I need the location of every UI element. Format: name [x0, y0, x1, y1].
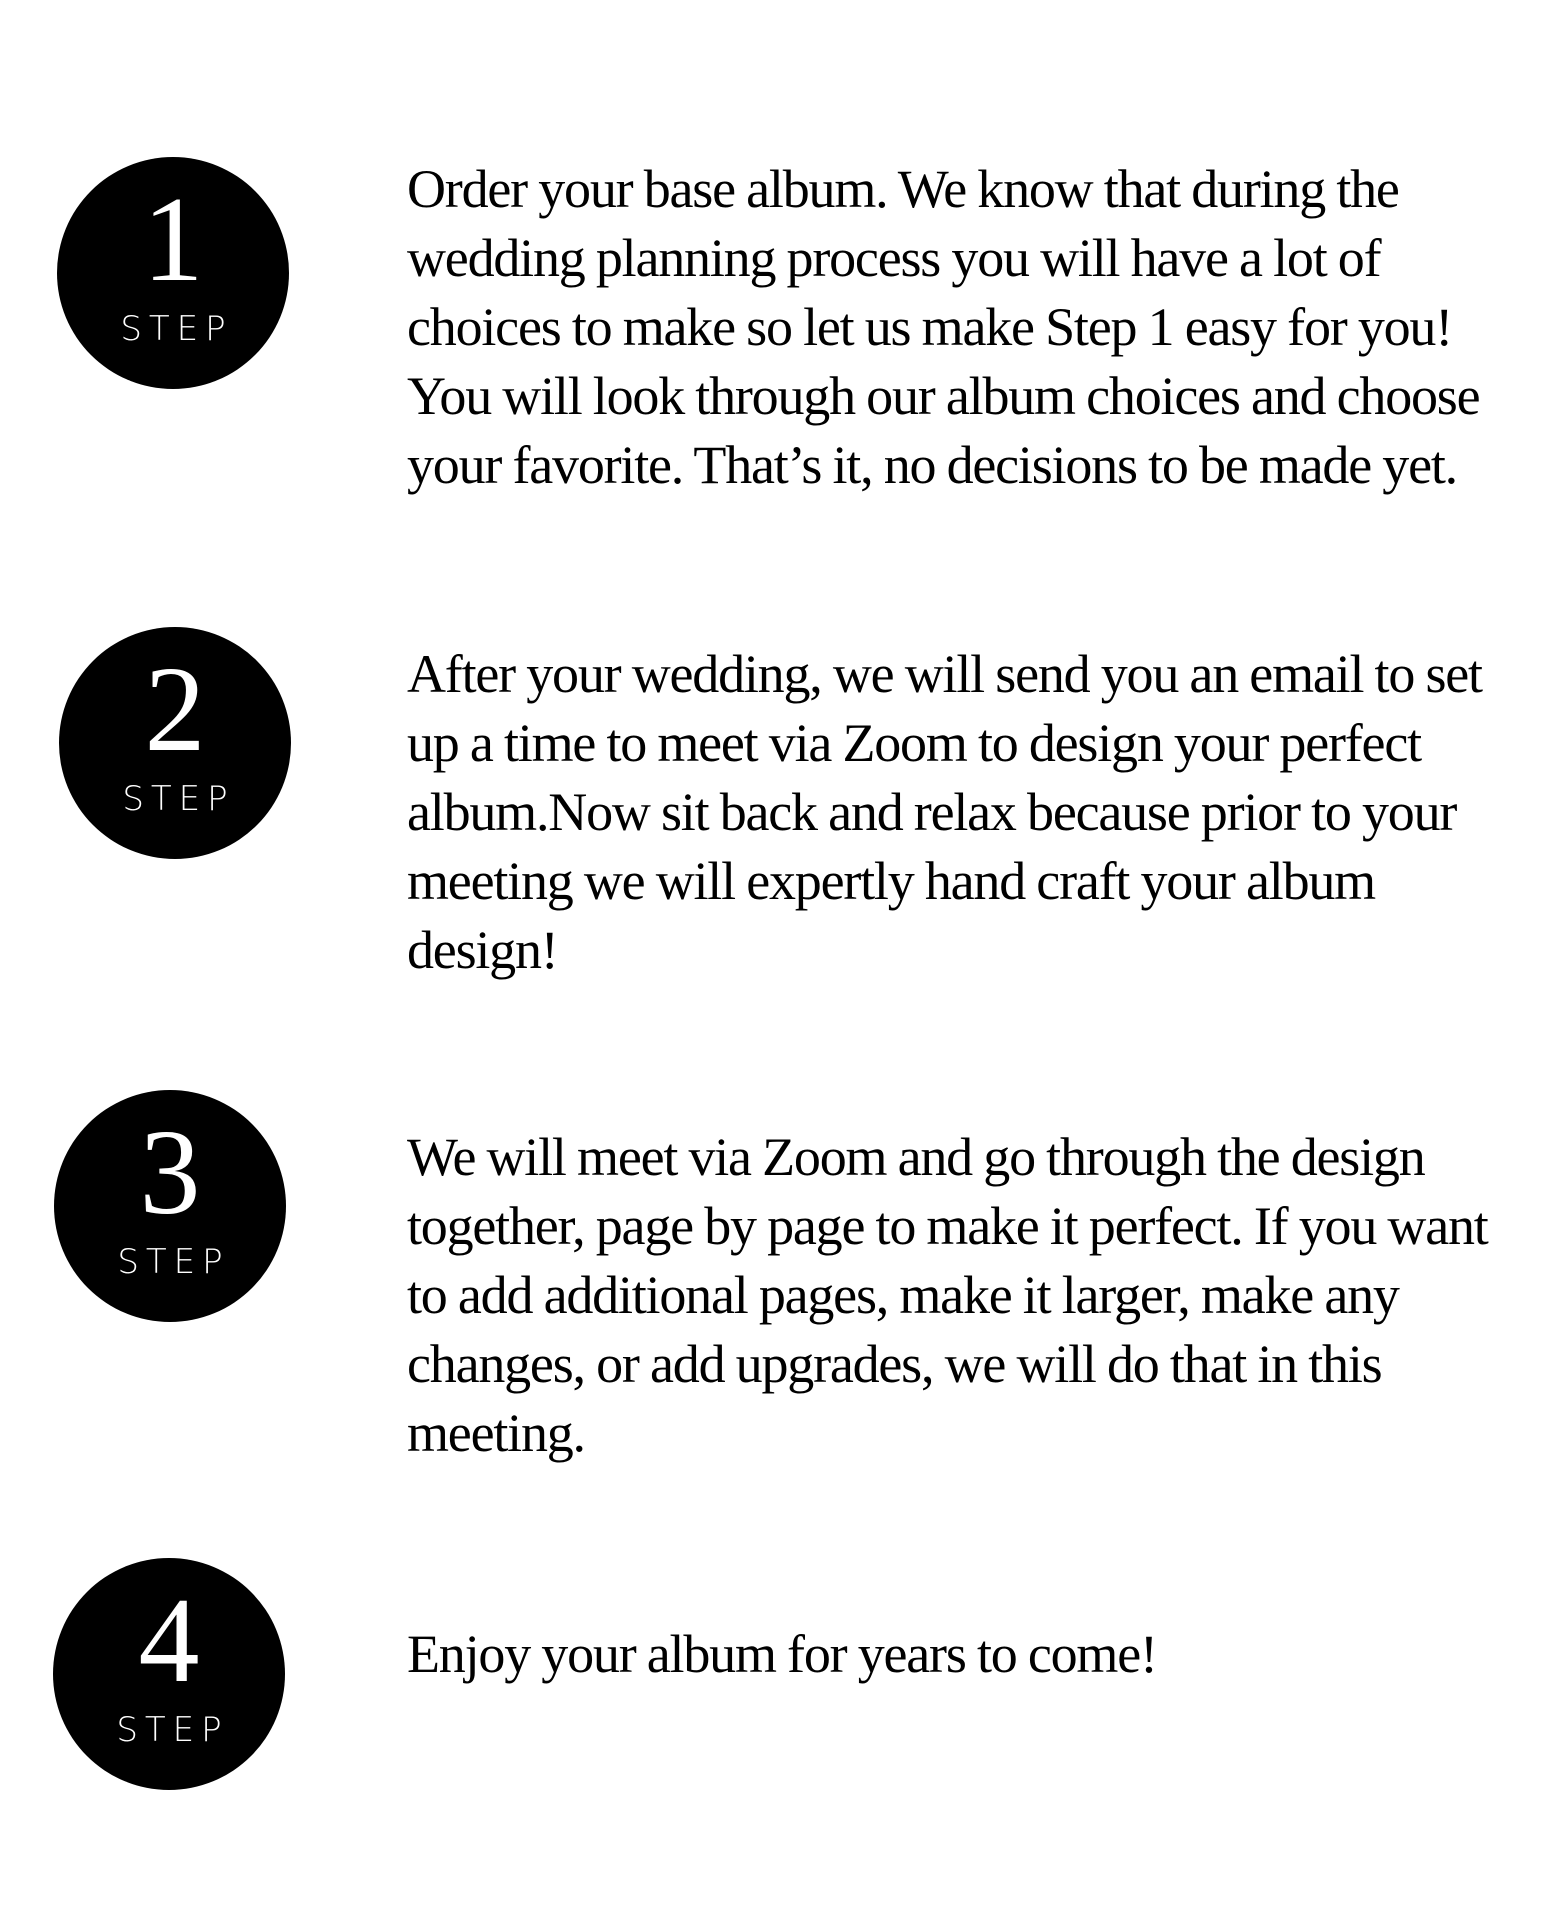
step-4-badge: [53, 1558, 285, 1790]
step-1-number: 1: [142, 172, 204, 307]
step-3-badge: [54, 1090, 286, 1322]
step-4-number: 4: [138, 1573, 200, 1708]
step-2-badge: [59, 627, 291, 859]
step-4-text: Enjoy your album for years to come!: [407, 1624, 1157, 1684]
step-2-text: After your wedding, we will send you an email to set up a time to meet via Zoom to design your perfect album.Now sit back and relax because prior to your meeting we will expertly hand craft your album design!: [407, 644, 1482, 980]
step-1-text: Order your base album. We know that during the wedding planning process you will have a lot of choices to make so let us make Step 1 easy for you! You will look through our album choices and choose your favorite. That’s it, no decisions to be made yet.: [407, 159, 1480, 495]
step-4-label: STEP: [116, 1710, 229, 1750]
step-1-badge: [57, 157, 289, 389]
step-2-number: 2: [144, 642, 206, 777]
step-3-label: STEP: [117, 1242, 230, 1282]
step-2-label: STEP: [122, 779, 235, 819]
step-3-text: We will meet via Zoom and go through the design together, page by page to make it perfect. If you want to add additional pages, make it larger, make any changes, or add upgrades, we will do that in this meeting.: [407, 1127, 1488, 1463]
step-3-number: 3: [139, 1105, 201, 1240]
step-1-label: STEP: [120, 309, 233, 349]
